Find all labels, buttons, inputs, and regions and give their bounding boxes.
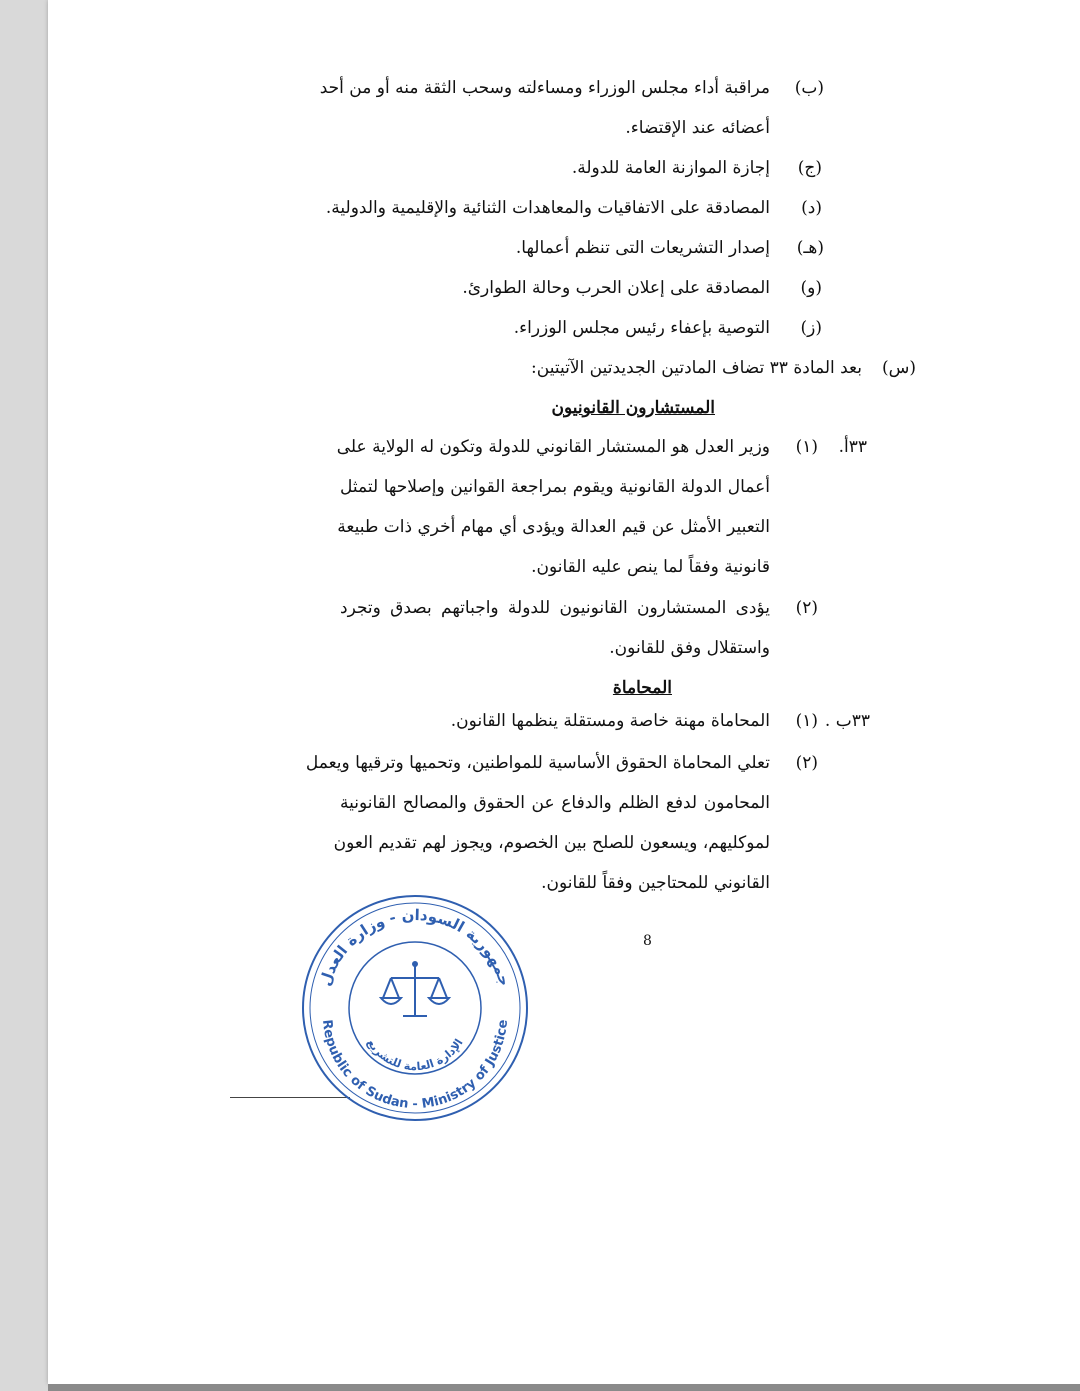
article-33b-clause-2-line-3: لموكليهم، ويسعون للصلح بين الخصوم، ويجوز لهم تقديم العون bbox=[333, 833, 770, 853]
article-33b-number: ٣٣ب . bbox=[824, 711, 870, 731]
article-33a-clause-2-line-2: واستقلال وفق للقانون. bbox=[609, 638, 770, 658]
article-33a-clause-2-marker: (٢) bbox=[795, 598, 818, 618]
item-w-text: المصادقة على إعلان الحرب وحالة الطوارئ. bbox=[462, 278, 770, 298]
scales-of-justice-icon bbox=[381, 966, 449, 1016]
heading-advocacy: المحاماة bbox=[612, 678, 672, 698]
item-marker-h: (هـ) bbox=[796, 238, 824, 258]
article-33b-clause-2-line-4: القانوني للمحتاجين وفقاً للقانون. bbox=[541, 873, 770, 893]
ministry-stamp bbox=[295, 888, 535, 1128]
article-33b-clause-1-text: المحاماة مهنة خاصة ومستقلة ينظمها القانون. bbox=[450, 711, 770, 731]
item-marker-j: (ج) bbox=[797, 158, 822, 178]
section-marker-s: (س) bbox=[881, 358, 916, 378]
item-d-text: المصادقة على الاتفاقيات والمعاهدات الثنائية والإقليمية والدولية. bbox=[325, 198, 770, 218]
item-marker-d: (د) bbox=[801, 198, 822, 218]
item-marker-w: (و) bbox=[800, 278, 822, 298]
heading-legal-advisors: المستشارون القانونيون bbox=[551, 398, 715, 418]
item-marker-b: (ب) bbox=[794, 78, 824, 98]
item-marker-z: (ز) bbox=[800, 318, 822, 338]
article-33a-clause-1-marker: (١) bbox=[795, 437, 818, 457]
article-33a-clause-1-line-3: التعبير الأمثل عن قيم العدالة ويؤدى أي مهام أخري ذات طبيعة bbox=[337, 517, 770, 537]
page-bottom-edge bbox=[48, 1384, 1080, 1391]
item-h-text: إصدار التشريعات التى تنظم أعمالها. bbox=[515, 238, 770, 258]
svg-text:الإدارة العامة للتشريع bbox=[364, 1037, 465, 1074]
item-b-line-1: مراقبة أداء مجلس الوزراء ومساءلته وسحب الثقة منه أو من أحد bbox=[319, 78, 770, 98]
article-33a-clause-1-line-2: أعمال الدولة القانونية ويقوم بمراجعة القوانين وإصلاحها لتمثل bbox=[340, 477, 770, 497]
stamp-arabic-inner: الإدارة العامة للتشريع bbox=[364, 1036, 466, 1074]
item-b-line-2: أعضائه عند الإقتضاء. bbox=[625, 118, 770, 138]
article-33a-clause-1-line-1: وزير العدل هو المستشار القانوني للدولة وتكون له الولاية على bbox=[336, 437, 770, 457]
stamp-english: Republic of Sudan - Ministry of Justice bbox=[318, 1018, 512, 1112]
item-j-text: إجازة الموازنة العامة للدولة. bbox=[571, 158, 770, 178]
page-number: 8 bbox=[643, 933, 652, 949]
article-33a-clause-1-line-4: قانونية وفقاً لما ينص عليه القانون. bbox=[531, 557, 770, 577]
article-33b-clause-2-line-2: المحامون لدفع الظلم والدفاع عن الحقوق والمصالح القانونية bbox=[340, 793, 770, 813]
article-33b-clause-1-marker: (١) bbox=[795, 711, 818, 731]
article-33a-clause-2-line-1: يؤدى المستشارون القانونيون للدولة واجباتهم بصدق وتجرد bbox=[340, 598, 770, 618]
section-s-text: بعد المادة ٣٣ تضاف المادتين الجديدتين الآتيتين: bbox=[531, 358, 862, 378]
article-33b-clause-2-marker: (٢) bbox=[795, 753, 818, 773]
article-33b-clause-2-line-1: تعلي المحاماة الحقوق الأساسية للمواطنين، وتحميها وترقيها ويعمل bbox=[305, 753, 770, 773]
item-z-text: التوصية بإعفاء رئيس مجلس الوزراء. bbox=[513, 318, 770, 338]
stamp-arabic-top: جمهورية السودان - وزارة العدل bbox=[316, 905, 514, 989]
article-33a-number: ٣٣أ. bbox=[838, 437, 867, 457]
